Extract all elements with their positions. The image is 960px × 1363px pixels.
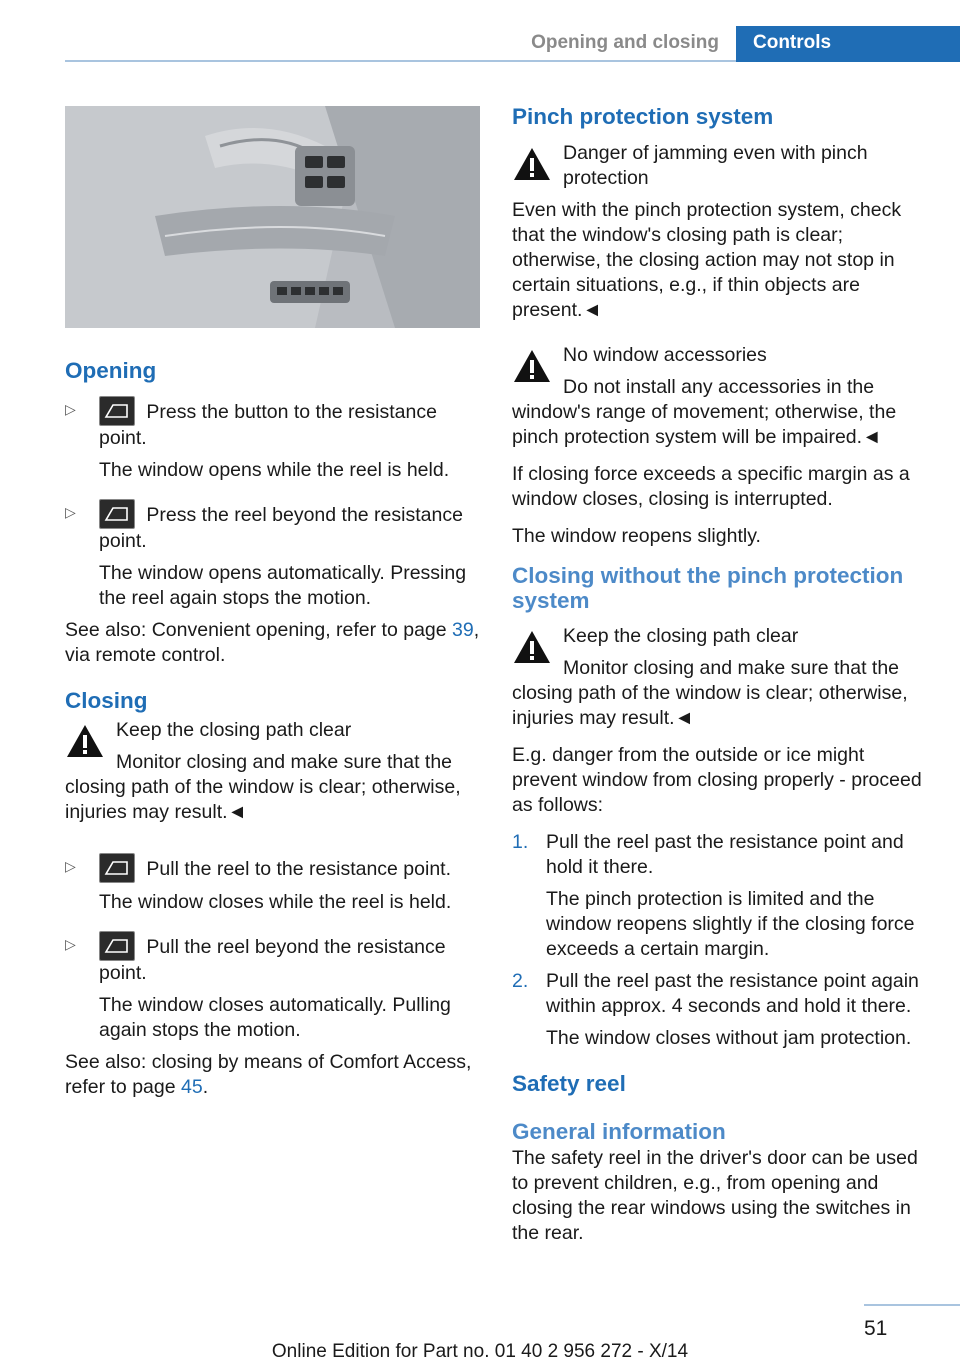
warning-triangle-icon [512, 348, 552, 384]
bullet-triangle-icon: ▷ [65, 858, 76, 874]
pinch-warning-jamming [512, 141, 928, 323]
see-also-remote-control: See also: Convenient opening, refer to page 39, via remote control. [65, 619, 480, 666]
closing-warning [65, 718, 481, 825]
pinch-warning-accessories [512, 343, 928, 450]
bullet-triangle-icon: ▷ [65, 504, 76, 520]
footer-rule [864, 1304, 960, 1306]
pinch-warning-accessories-title: No window accessories [563, 344, 767, 366]
opening-item-1: ▷ Press the button to the resistance point. [65, 396, 481, 451]
pinch-warning-accessories-body: Do not install any accessories in the window's range of movement; otherwise, the pinch protection system will be impaired.◄ [512, 376, 897, 448]
window-switch-icon [99, 931, 135, 961]
header-section-title: Opening and closing [531, 32, 719, 53]
without-pinch-warning-body: Monitor closing and make sure that the closing path of the window is clear; otherwise, injuries may result.◄ [512, 657, 908, 729]
pinch-warning-jamming-body: Even with the pinch protection system, check that the window's closing path is clear; otherwise, the closing action may not stop in certain situations, e.g., if thin objects are present.◄ [512, 199, 902, 321]
left-column [65, 100, 481, 1100]
step-2-number: 2. [512, 970, 529, 992]
opening-heading: Opening [65, 358, 157, 383]
closing-item-1-detail: The window closes while the reel is held. [99, 891, 452, 913]
pinch-protection-heading: Pinch protection system [512, 104, 774, 129]
safety-reel-heading: Safety reel [512, 1071, 626, 1096]
opening-item-1-detail: The window opens while the reel is held. [99, 459, 450, 481]
closing-item-2-detail: The window closes automatically. Pulling again stops the motion. [99, 994, 451, 1041]
warning-triangle-icon [65, 723, 105, 759]
general-information-heading: General information [512, 1119, 726, 1144]
page-number: 51 [864, 1317, 888, 1340]
without-pinch-warning [512, 624, 928, 731]
general-information-body: The safety reel in the driver's door can be used to prevent children, e.g., from opening and closing the rear windows using the switches in the rear. [512, 1147, 918, 1244]
closing-force-paragraph: If closing force exceeds a specific margin as a window closes, closing is interrupted. [512, 463, 910, 510]
step-1: 1. Pull the reel past the resistance point and hold it there. [512, 831, 904, 878]
bullet-triangle-icon: ▷ [65, 936, 76, 952]
closing-warning-title: Keep the closing path clear [116, 719, 352, 741]
window-switch-icon [99, 396, 135, 426]
page-link-45[interactable]: 45 [181, 1076, 203, 1098]
ice-danger-paragraph: E.g. danger from the outside or ice might prevent window from closing properly - proceed as follows: [512, 744, 922, 816]
right-column [512, 100, 928, 1246]
window-switch-icon [99, 853, 135, 883]
pinch-warning-jamming-title: Danger of jamming even with pinch protection [563, 142, 868, 189]
opening-item-2-detail: The window opens automatically. Pressing the reel again stops the motion. [99, 562, 467, 609]
reopens-paragraph: The window reopens slightly. [512, 525, 761, 547]
closing-item-1: ▷ Pull the reel to the resistance point. [65, 853, 481, 883]
bullet-triangle-icon: ▷ [65, 401, 76, 417]
warning-triangle-icon [512, 629, 552, 665]
opening-item-2: ▷ Press the reel beyond the resistance point. [65, 499, 481, 554]
step-2-detail: The window closes without jam protection. [546, 1027, 912, 1049]
warning-triangle-icon [512, 146, 552, 182]
page-link-39[interactable]: 39 [452, 619, 474, 641]
header-chapter-tab: Controls [736, 26, 960, 62]
closing-without-pinch-heading: Closing without the pinch protection system [512, 563, 904, 613]
closing-heading: Closing [65, 688, 148, 713]
without-pinch-warning-title: Keep the closing path clear [563, 625, 799, 647]
step-1-number: 1. [512, 831, 529, 853]
edition-line: Online Edition for Part no. 01 40 2 956 272 - X/14 [271, 1341, 689, 1362]
step-1-detail: The pinch protection is limited and the window reopens slightly if the closing force exceeds a certain margin. [546, 888, 915, 960]
closing-warning-body: Monitor closing and make sure that the closing path of the window is clear; otherwise, injuries may result.◄ [65, 751, 461, 823]
step-2: 2. Pull the reel past the resistance point again within approx. 4 seconds and hold it there. [512, 970, 919, 1017]
door-panel-photo [65, 106, 480, 328]
window-switch-icon [99, 499, 135, 529]
closing-item-2: ▷ Pull the reel beyond the resistance point. [65, 931, 481, 986]
header-rule [65, 60, 736, 62]
see-also-comfort-access: See also: closing by means of Comfort Access, refer to page 45. [65, 1051, 472, 1098]
